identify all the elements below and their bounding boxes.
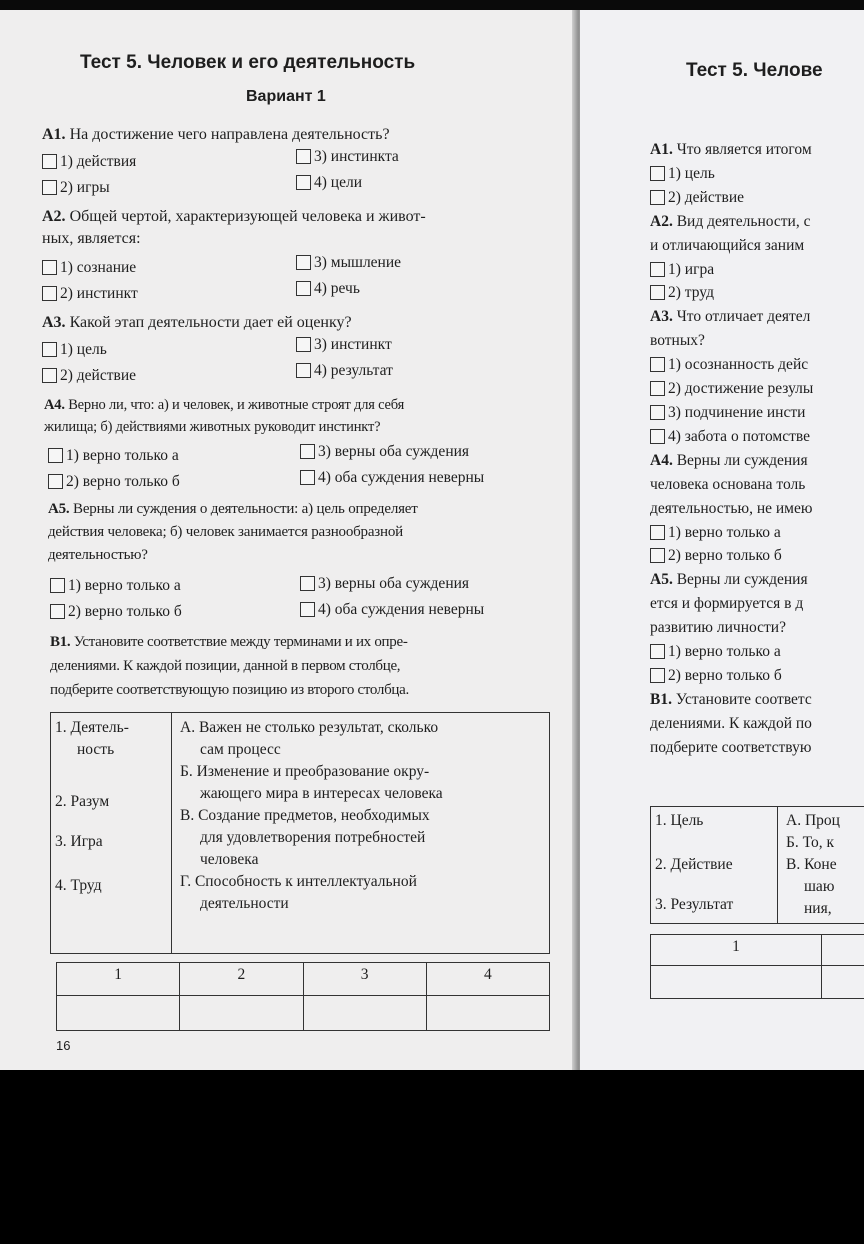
option-a2-2[interactable]: 2) инстинкт bbox=[42, 284, 138, 304]
answer-cell[interactable] bbox=[180, 996, 303, 1031]
right-question-line: В1. Установите соответс bbox=[650, 690, 812, 708]
checkbox-icon[interactable] bbox=[650, 262, 665, 277]
right-option[interactable]: 1) верно только а bbox=[650, 640, 813, 664]
answer-cell[interactable] bbox=[303, 996, 426, 1031]
table-row bbox=[651, 966, 864, 999]
definition-cell: ния, bbox=[804, 900, 832, 917]
option-a2-4[interactable]: 4) речь bbox=[296, 279, 360, 299]
definition-b: Б. Изменение и преобразование окру- жающего мира в интересах человека bbox=[180, 763, 443, 802]
question-a5: А5. Верны ли суждения о деятельности: а) цель определяет действия человека; б) человек занимается разнообразной деятельностью? bbox=[48, 501, 418, 563]
checkbox-icon[interactable] bbox=[300, 470, 315, 485]
answer-header: 4 bbox=[426, 963, 549, 996]
checkbox-icon[interactable] bbox=[650, 644, 665, 659]
right-option[interactable]: 1) верно только а bbox=[650, 521, 813, 545]
option-a5-1[interactable]: 1) верно только а bbox=[50, 576, 181, 596]
checkbox-icon[interactable] bbox=[300, 602, 315, 617]
answer-header: 1 bbox=[57, 963, 180, 996]
checkbox-icon[interactable] bbox=[48, 448, 63, 463]
checkbox-icon[interactable] bbox=[296, 175, 311, 190]
checkbox-icon[interactable] bbox=[650, 525, 665, 540]
answer-cell[interactable] bbox=[57, 996, 180, 1031]
checkbox-icon[interactable] bbox=[42, 260, 57, 275]
right-option[interactable]: 3) подчинение инсти bbox=[650, 401, 813, 425]
table-row bbox=[57, 996, 550, 1031]
page-number: 16 bbox=[56, 1038, 71, 1053]
option-a4-3[interactable]: 3) верны оба суждения bbox=[300, 442, 469, 462]
right-terms-column bbox=[651, 807, 778, 924]
definition-a: А. Важен не столько результат, сколько сам процесс bbox=[180, 719, 439, 758]
right-matching-table bbox=[650, 806, 864, 924]
checkbox-icon[interactable] bbox=[42, 368, 57, 383]
term-cell: 1. Деятель- ность bbox=[55, 719, 129, 758]
right-option[interactable]: 2) достижение резулы bbox=[650, 377, 813, 401]
term-cell: 1. Цель bbox=[655, 812, 704, 829]
option-a1-2[interactable]: 2) игры bbox=[42, 178, 110, 198]
option-a1-3[interactable]: 3) инстинкта bbox=[296, 147, 399, 167]
variant-label: Вариант 1 bbox=[246, 88, 326, 105]
question-a3: А3. Какой этап деятельности дает ей оценку? bbox=[42, 314, 352, 331]
right-option[interactable]: 2) действие bbox=[650, 186, 813, 210]
definition-g: Г. Способность к интеллектуальной деятельности bbox=[180, 873, 417, 912]
question-b1: В1. Установите соответствие между терминами и их опре- делениями. К каждой позиции, данной в первом столбце, подберите соответствующую позицию из второго столбца. bbox=[50, 634, 409, 698]
answer-header: 3 bbox=[303, 963, 426, 996]
table-row bbox=[51, 713, 550, 954]
table-row bbox=[57, 963, 550, 996]
checkbox-icon[interactable] bbox=[300, 444, 315, 459]
option-a3-4[interactable]: 4) результат bbox=[296, 361, 393, 381]
answer-table bbox=[56, 962, 550, 1031]
term-cell: 3. Игра bbox=[55, 833, 103, 850]
checkbox-icon[interactable] bbox=[50, 604, 65, 619]
option-a2-1[interactable]: 1) сознание bbox=[42, 258, 136, 278]
option-a1-4[interactable]: 4) цели bbox=[296, 173, 362, 193]
definition-cell: шаю bbox=[804, 878, 835, 895]
matching-table bbox=[50, 712, 550, 954]
terms-column bbox=[51, 713, 172, 954]
table-row bbox=[651, 807, 864, 924]
checkbox-icon[interactable] bbox=[296, 363, 311, 378]
answer-cell[interactable] bbox=[426, 996, 549, 1031]
term-cell: 2. Действие bbox=[655, 856, 733, 873]
test-title: Тест 5. Человек и его деятельность bbox=[80, 52, 416, 73]
checkbox-icon[interactable] bbox=[42, 180, 57, 195]
right-test-title: Тест 5. Челове bbox=[686, 60, 823, 81]
right-option[interactable]: 2) верно только б bbox=[650, 664, 813, 688]
option-a3-2[interactable]: 2) действие bbox=[42, 366, 136, 386]
option-a5-2[interactable]: 2) верно только б bbox=[50, 602, 182, 622]
right-option[interactable]: 2) труд bbox=[650, 281, 813, 305]
right-question-line: делениями. К каждой по bbox=[650, 714, 812, 732]
right-question-line: деятельностью, не имею bbox=[650, 499, 813, 517]
right-question-line: А5. Верны ли суждения bbox=[650, 571, 808, 589]
checkbox-icon[interactable] bbox=[50, 578, 65, 593]
right-question-line: и отличающийся заним bbox=[650, 236, 805, 254]
answer-header: 1 bbox=[651, 935, 822, 966]
checkbox-icon[interactable] bbox=[650, 429, 665, 444]
right-question-line: ется и формируется в д bbox=[650, 595, 804, 613]
checkbox-icon[interactable] bbox=[650, 357, 665, 372]
option-a3-1[interactable]: 1) цель bbox=[42, 340, 107, 360]
term-cell: 3. Результат bbox=[655, 896, 734, 913]
checkbox-icon[interactable] bbox=[300, 576, 315, 591]
right-option[interactable]: 4) забота о потомстве bbox=[650, 425, 813, 449]
answer-header bbox=[822, 935, 864, 966]
definition-cell: А. Проц bbox=[786, 812, 840, 829]
checkbox-icon[interactable] bbox=[650, 548, 665, 563]
table-row bbox=[651, 935, 864, 966]
right-option[interactable]: 1) осознанность дейс bbox=[650, 353, 813, 377]
option-a2-3[interactable]: 3) мышление bbox=[296, 253, 401, 273]
checkbox-icon[interactable] bbox=[650, 405, 665, 420]
checkbox-icon[interactable] bbox=[650, 668, 665, 683]
right-question-line: развитию личности? bbox=[650, 619, 786, 637]
answer-cell[interactable] bbox=[822, 966, 864, 999]
answer-header: 2 bbox=[180, 963, 303, 996]
right-questions bbox=[650, 138, 813, 760]
checkbox-icon[interactable] bbox=[296, 149, 311, 164]
right-option[interactable]: 1) цель bbox=[650, 162, 813, 186]
option-a4-4[interactable]: 4) оба суждения неверны bbox=[300, 468, 484, 488]
right-question-line: подберите соответствую bbox=[650, 738, 812, 756]
option-a5-3[interactable]: 3) верны оба суждения bbox=[300, 574, 469, 594]
checkbox-icon[interactable] bbox=[296, 337, 311, 352]
right-definitions-column bbox=[778, 807, 864, 924]
right-answer-table bbox=[650, 934, 864, 999]
right-question-line: А4. Верны ли суждения bbox=[650, 451, 808, 469]
option-a4-2[interactable]: 2) верно только б bbox=[48, 472, 180, 492]
checkbox-icon[interactable] bbox=[48, 474, 63, 489]
term-cell: 4. Труд bbox=[55, 877, 102, 894]
definition-v: В. Создание предметов, необходимых для удовлетворения потребностей человека bbox=[180, 807, 430, 868]
right-option[interactable]: 1) игра bbox=[650, 258, 813, 282]
checkbox-icon[interactable] bbox=[650, 285, 665, 300]
option-a1-1[interactable]: 1) действия bbox=[42, 152, 136, 172]
checkbox-icon[interactable] bbox=[650, 381, 665, 396]
answer-cell[interactable] bbox=[651, 966, 822, 999]
question-a4: А4. Верно ли, что: а) и человек, и животные строят для себя жилища; б) действиями животных руководит инстинкт? bbox=[44, 397, 405, 435]
right-option[interactable]: 2) верно только б bbox=[650, 544, 813, 568]
right-question-line: вотных? bbox=[650, 332, 705, 350]
checkbox-icon[interactable] bbox=[42, 154, 57, 169]
option-a4-1[interactable]: 1) верно только а bbox=[48, 446, 179, 466]
right-question-line: человека основана толь bbox=[650, 475, 806, 493]
question-a1: А1. На достижение чего направлена деятельность? bbox=[42, 126, 390, 143]
right-question-line: А2. Вид деятельности, с bbox=[650, 212, 811, 230]
definitions-column bbox=[172, 713, 550, 954]
checkbox-icon[interactable] bbox=[42, 342, 57, 357]
right-question-line: А3. Что отличает деятел bbox=[650, 308, 811, 326]
checkbox-icon[interactable] bbox=[42, 286, 57, 301]
checkbox-icon[interactable] bbox=[650, 166, 665, 181]
checkbox-icon[interactable] bbox=[296, 281, 311, 296]
term-cell: 2. Разум bbox=[55, 793, 110, 810]
left-page bbox=[0, 10, 578, 1070]
definition-cell: В. Коне bbox=[786, 856, 837, 873]
question-a2: А2. Общей чертой, характеризующей человека и живот- ных, является: bbox=[42, 208, 426, 247]
checkbox-icon[interactable] bbox=[296, 255, 311, 270]
option-a3-3[interactable]: 3) инстинкт bbox=[296, 335, 392, 355]
definition-cell: Б. То, к bbox=[786, 834, 834, 851]
option-a5-4[interactable]: 4) оба суждения неверны bbox=[300, 600, 484, 620]
right-page bbox=[580, 10, 864, 1070]
checkbox-icon[interactable] bbox=[650, 190, 665, 205]
right-question-line: А1. Что является итогом bbox=[650, 141, 812, 158]
